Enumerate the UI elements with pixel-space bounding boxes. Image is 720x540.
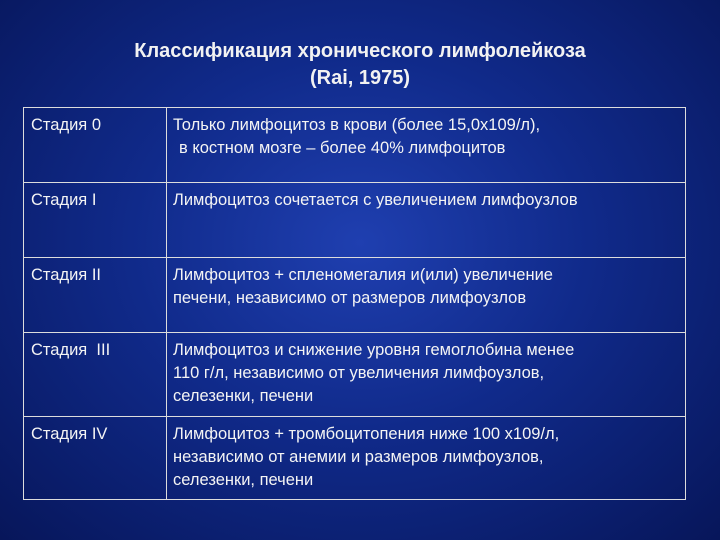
description-cell (167, 108, 686, 183)
description-line: Лимфоцитоз и снижение уровня гемоглобина менее (173, 341, 575, 359)
stage-cell: Стадия III (24, 333, 167, 417)
description-line: селезенки, печени (173, 387, 314, 405)
title-line-1: Классификация хронического лимфолейкоза (134, 40, 586, 62)
description-line: печени, независимо от размеров лимфоузлов (173, 289, 527, 307)
table-row (24, 108, 686, 183)
description-line: Лимфоцитоз + тромбоцитопения ниже 100 х109/л, (173, 425, 560, 443)
description-cell (167, 417, 686, 500)
stage-cell: Стадия 0 (24, 108, 167, 183)
description-line: Лимфоцитоз + спленомегалия и(или) увеличение (173, 266, 553, 284)
table-row (24, 333, 686, 417)
description-cell (167, 333, 686, 417)
description-line: 110 г/л, независимо от увеличения лимфоузлов, (173, 364, 545, 382)
description-cell (167, 258, 686, 333)
table-row (24, 417, 686, 500)
description-cell (167, 183, 686, 258)
title-line-2: (Rai, 1975) (309, 67, 411, 89)
table-row (24, 183, 686, 258)
stages-table (23, 107, 686, 500)
description-line: независимо от анемии и размеров лимфоузлов, (173, 448, 544, 466)
stage-cell: Стадия IV (24, 417, 167, 500)
description-line: селезенки, печени (173, 471, 314, 489)
stage-cell: Стадия I (24, 183, 167, 258)
table-row (24, 258, 686, 333)
description-line: Лимфоцитоз сочетается с увеличением лимфоузлов (173, 191, 578, 209)
description-line: Только лимфоцитоз в крови (более 15,0х109/л), (173, 116, 541, 134)
description-line: в костном мозге – более 40% лимфоцитов (179, 139, 506, 157)
stage-cell: Стадия II (24, 258, 167, 333)
slide-title (60, 38, 660, 92)
